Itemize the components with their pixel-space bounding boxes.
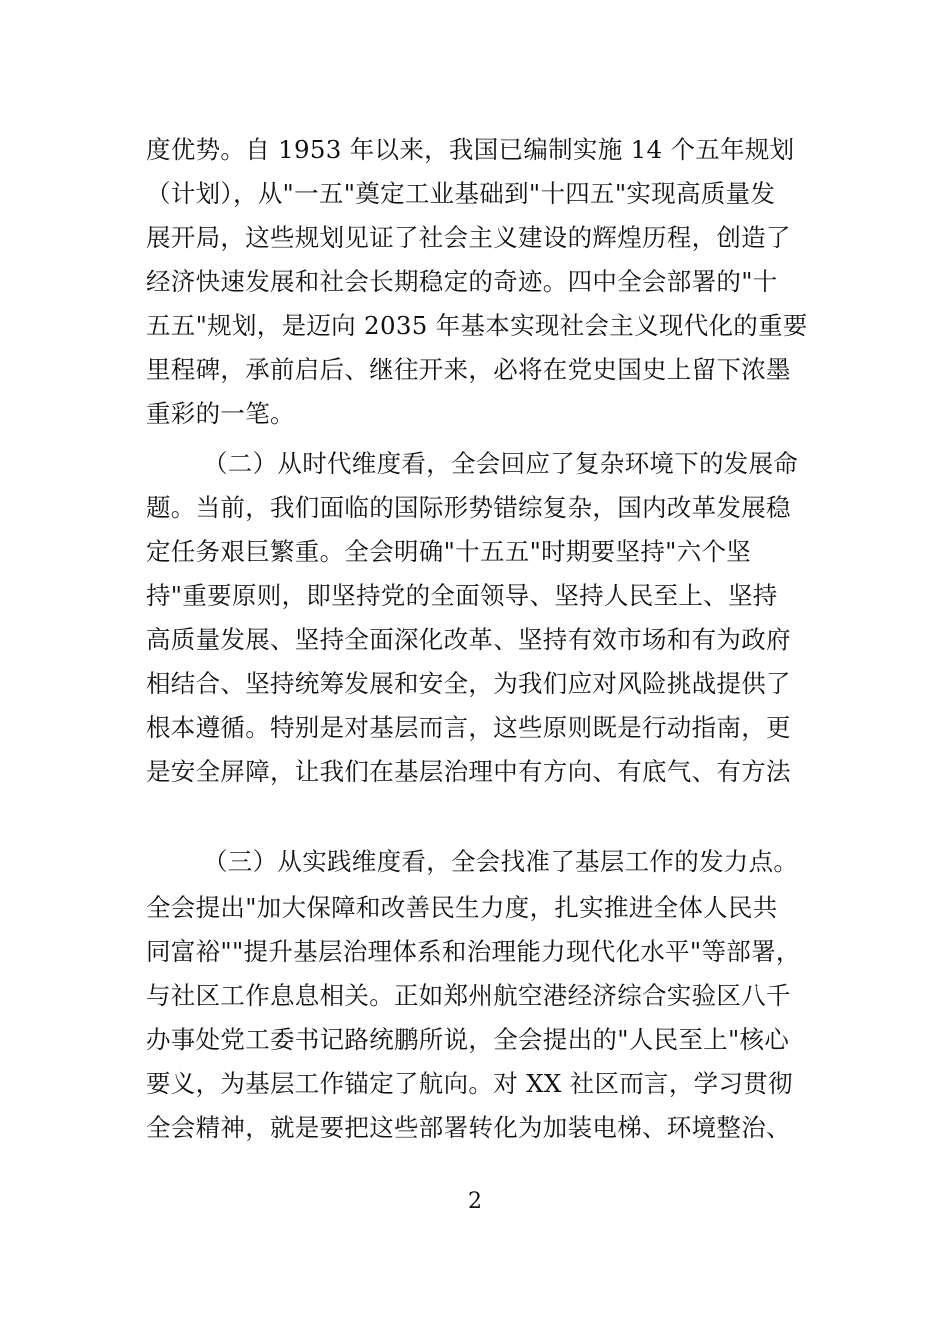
paragraph-3-line-4: 与社区工作息息相关。正如郑州航空港经济综合实验区八千 xyxy=(146,981,791,1010)
paragraph-1-line-5: 五五"规划，是迈向 2035 年基本实现社会主义现代化的重要 xyxy=(146,311,808,340)
paragraph-2-line-2: 题。当前，我们面临的国际形势错综复杂，国内改革发展稳 xyxy=(146,493,791,522)
paragraph-3-line-5: 办事处党工委书记路统鹏所说，全会提出的"人民至上"核心 xyxy=(146,1025,790,1054)
paragraph-1-line-4: 经济快速发展和社会长期稳定的奇迹。四中全会部署的"十 xyxy=(146,267,778,296)
paragraph-1-line-1: 度优势。自 1953 年以来，我国已编制实施 14 个五年规划 xyxy=(146,135,795,164)
paragraph-2-heading-line: （二）从时代维度看，全会回应了复杂环境下的发展命 xyxy=(203,449,799,478)
paragraph-1-line-7: 重彩的一笔。 xyxy=(146,399,295,428)
paragraph-2-line-3: 定任务艰巨繁重。全会明确"十五五"时期要坚持"六个坚 xyxy=(146,537,752,566)
paragraph-2-line-5: 高质量发展、坚持全面深化改革、坚持有效市场和有为政府 xyxy=(146,625,791,654)
paragraph-3-line-7: 全会精神，就是要把这些部署转化为加装电梯、环境整治、 xyxy=(146,1113,791,1142)
paragraph-2-line-8: 是安全屏障，让我们在基层治理中有方向、有底气、有方法 xyxy=(146,757,791,786)
paragraph-3-heading-line: （三）从实践维度看，全会找准了基层工作的发力点。 xyxy=(203,847,799,876)
paragraph-2-line-4: 持"重要原则，即坚持党的全面领导、坚持人民至上、坚持 xyxy=(146,581,778,610)
paragraph-2-line-7: 根本遵循。特别是对基层而言，这些原则既是行动指南，更 xyxy=(146,713,791,742)
page-number: 2 xyxy=(468,1189,482,1214)
paragraph-3-line-6: 要义，为基层工作锚定了航向。对 XX 社区而言，学习贯彻 xyxy=(146,1069,793,1098)
paragraph-1-line-6: 里程碑，承前启后、继往开来，必将在党史国史上留下浓墨 xyxy=(146,355,791,384)
paragraph-2-line-6: 相结合、坚持统筹发展和安全，为我们应对风险挑战提供了 xyxy=(146,669,791,698)
paragraph-1-line-3: 展开局，这些规划见证了社会主义建设的辉煌历程，创造了 xyxy=(146,223,791,252)
paragraph-3-line-3: 同富裕""提升基层治理体系和治理能力现代化水平"等部署， xyxy=(146,937,801,966)
paragraph-1-line-2: （计划），从"一五"奠定工业基础到"十四五"实现高质量发 xyxy=(146,179,776,208)
paragraph-3-line-2: 全会提出"加大保障和改善民生力度，扎实推进全体人民共 xyxy=(146,893,778,922)
